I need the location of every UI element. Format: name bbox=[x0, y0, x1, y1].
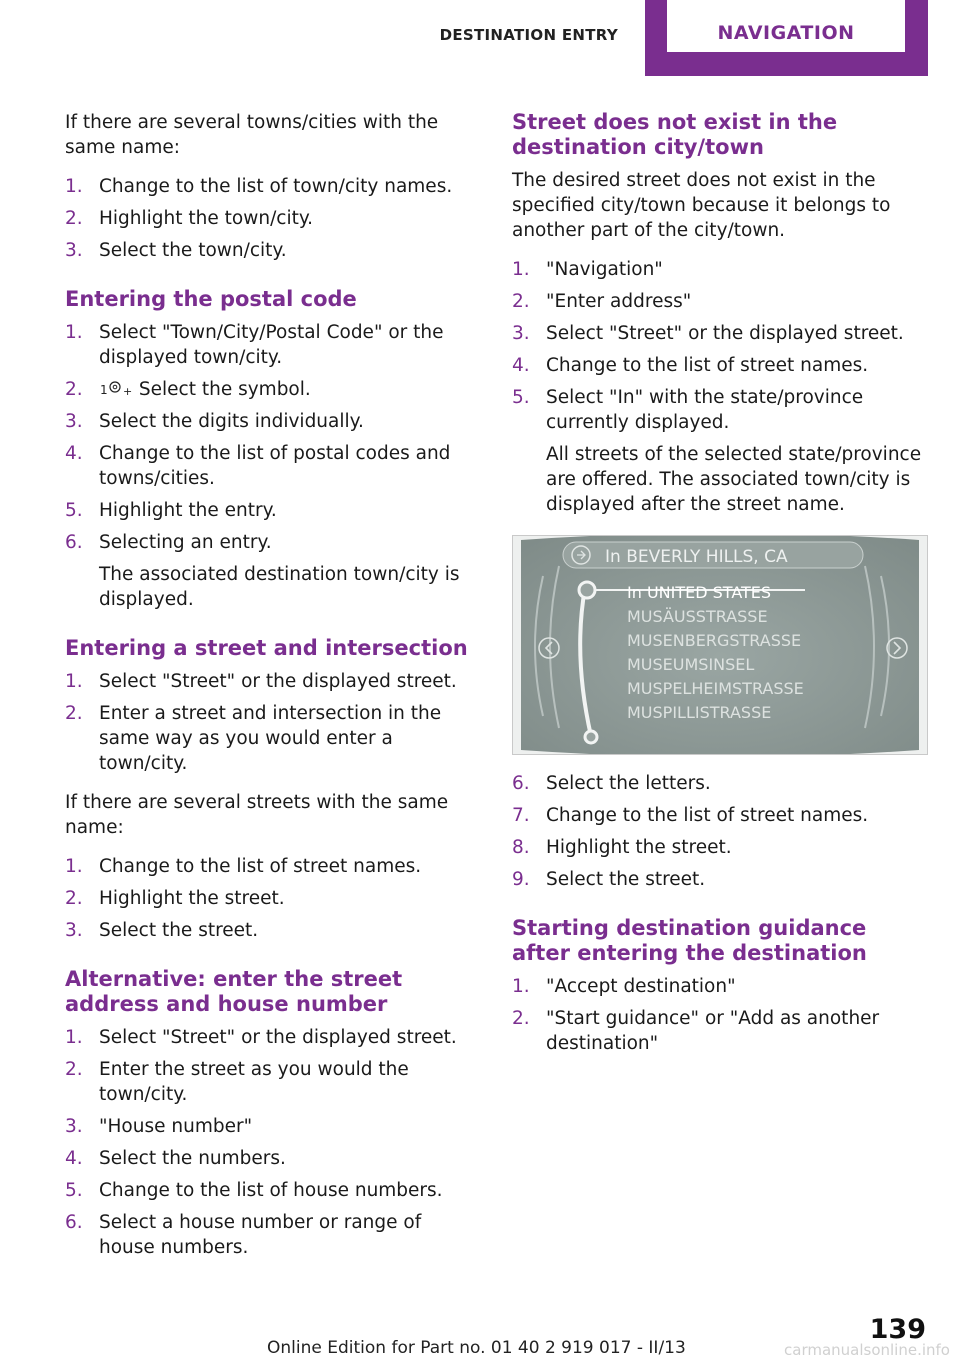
screen-item: MUSÄUSSTRASSE bbox=[627, 607, 768, 626]
list-item: 1. Select "Street" or the displayed street. bbox=[65, 671, 457, 692]
left-column bbox=[65, 110, 480, 1274]
list-item: 1. Select "Town/City/Postal Code" or the displayed town/city. bbox=[65, 322, 444, 368]
list-item: 6. Select the letters. bbox=[512, 773, 711, 794]
screen-item: MUSPELHEIMSTRASSE bbox=[627, 679, 804, 698]
list-item: 5. Change to the list of house numbers. bbox=[65, 1180, 443, 1201]
street-steps-2 bbox=[65, 854, 480, 943]
street-note: If there are several streets with the same name: bbox=[65, 792, 449, 838]
list-item: 2. Enter a street and intersection in the same way as you would enter a town/city. bbox=[65, 703, 442, 774]
screen-item: MUSPILLISTRASSE bbox=[627, 703, 772, 722]
list-item: 1. "Accept destination" bbox=[512, 976, 736, 997]
screen-item-selected: In UNITED STATES bbox=[627, 583, 772, 602]
list-item: 2. Highlight the town/city. bbox=[65, 208, 314, 229]
list-item: 2. "Enter address" bbox=[512, 291, 692, 312]
list-item: 3. Select the street. bbox=[65, 920, 259, 941]
list-item: 5. Select "In" with the state/province currently displayed. All streets of the selected state/province are offered. The associated town/city is displayed after the street name. bbox=[512, 385, 930, 517]
list-item: 1. "Navigation" bbox=[512, 259, 663, 280]
edition-text: Online Edition for Part no. 01 40 2 919 017 - II/13 bbox=[267, 1338, 686, 1358]
house-steps bbox=[65, 1025, 480, 1260]
street-missing-intro: The desired street does not exist in the specified city/town because it belongs to another part of the city/town. bbox=[512, 170, 891, 241]
list-item: 3. Select the digits individually. bbox=[65, 411, 364, 432]
chapter-title: NAVIGATION bbox=[717, 22, 855, 44]
street-missing-steps-2 bbox=[512, 771, 930, 892]
section-title: DESTINATION ENTRY bbox=[439, 26, 618, 44]
list-item: 2. Highlight the street. bbox=[65, 888, 285, 909]
screen-item: MUSEUMSINSEL bbox=[627, 655, 755, 674]
list-item: 3. Select the town/city. bbox=[65, 240, 287, 261]
navigation-display bbox=[513, 536, 927, 754]
list-item: 3. Select "Street" or the displayed street. bbox=[512, 323, 904, 344]
postal-code-symbol-icon bbox=[99, 378, 133, 398]
heading-house-number: Alternative: enter the street address and house number bbox=[65, 967, 403, 1016]
street-missing-steps bbox=[512, 257, 930, 517]
svg-text:1: 1 bbox=[100, 383, 108, 397]
street-steps bbox=[65, 669, 480, 776]
list-item: 6. Select a house number or range of house numbers. bbox=[65, 1212, 422, 1258]
screen-top-label: In BEVERLY HILLS, CA bbox=[605, 547, 788, 567]
heading-start-guidance: Starting destination guidance after entering the destination bbox=[512, 916, 867, 965]
list-item: 1. Change to the list of street names. bbox=[65, 856, 422, 877]
chapter-tab bbox=[667, 0, 905, 52]
heading-street-intersection: Entering a street and intersection bbox=[65, 636, 468, 660]
heading-street-missing: Street does not exist in the destination city/town bbox=[512, 110, 838, 159]
intro-text: If there are several towns/cities with the same name: bbox=[65, 112, 439, 158]
town-list bbox=[65, 174, 480, 263]
list-item: 9. Select the street. bbox=[512, 869, 706, 890]
list-item: 7. Change to the list of street names. bbox=[512, 805, 869, 826]
screen-item: MUSENBERGSTRASSE bbox=[627, 631, 802, 650]
navigation-screenshot bbox=[512, 535, 928, 755]
right-column bbox=[512, 110, 930, 1070]
list-item: 4. Select the numbers. bbox=[65, 1148, 286, 1169]
postal-steps bbox=[65, 320, 480, 612]
list-item: 4. Change to the list of street names. bbox=[512, 355, 869, 376]
svg-text:+: + bbox=[123, 385, 133, 398]
list-item: 2. "Start guidance" or "Add as another destination" bbox=[512, 1008, 880, 1054]
watermark: carmanualsonline.info bbox=[784, 1341, 950, 1359]
list-item: 8. Highlight the street. bbox=[512, 837, 732, 858]
list-item: 1. Change to the list of town/city names. bbox=[65, 176, 453, 197]
list-item: 2. 1 + Select the symbol. bbox=[65, 379, 311, 400]
list-item: 1. Select "Street" or the displayed street. bbox=[65, 1027, 457, 1048]
list-item: 6. Selecting an entry. The associated destination town/city is displayed. bbox=[65, 530, 480, 612]
list-item: 2. Enter the street as you would the town/city. bbox=[65, 1059, 409, 1105]
list-item-note: All streets of the selected state/province are offered. The associated town/city is displayed after the street name. bbox=[546, 444, 922, 515]
list-item: 3. "House number" bbox=[65, 1116, 253, 1137]
list-item-note: The associated destination town/city is displayed. bbox=[99, 564, 460, 610]
heading-postal-code: Entering the postal code bbox=[65, 287, 357, 311]
guidance-steps bbox=[512, 974, 930, 1056]
list-item: 5. Highlight the entry. bbox=[65, 500, 277, 521]
page-number: 139 bbox=[869, 1314, 926, 1345]
list-item: 4. Change to the list of postal codes and towns/cities. bbox=[65, 443, 451, 489]
